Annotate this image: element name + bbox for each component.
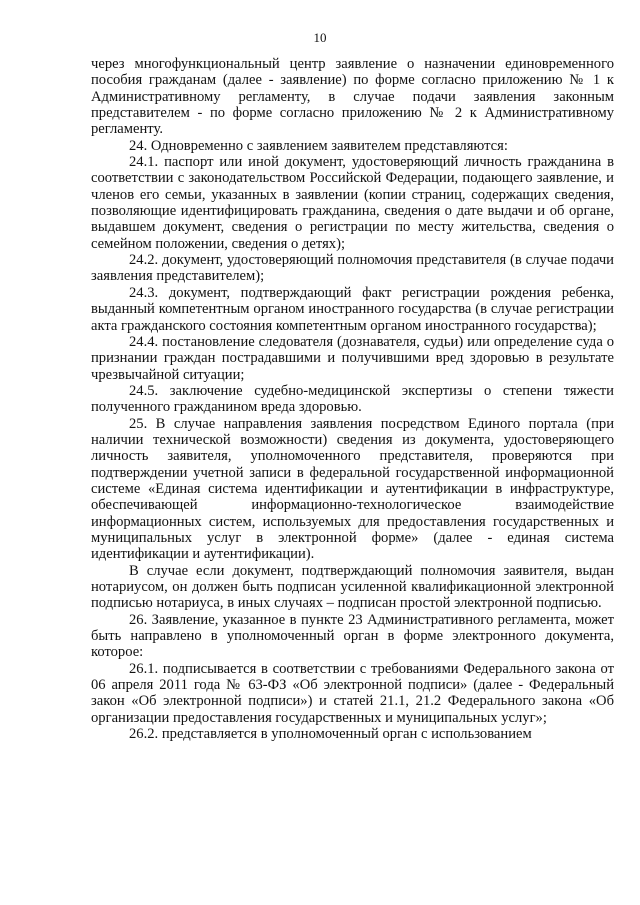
- paragraph-24-5: 24.5. заключение судебно-медицинской экспертизы о степени тяжести полученного гражданином вреда здоровью.: [91, 382, 614, 416]
- paragraph-continuation: через многофункциональный центр заявление о назначении единовременного пособия гражданам (далее - заявление) по форме согласно приложению № 1 к Административному регламенту, в случае подачи заявления законным представителем - по форме согласно приложению № 2 к Административному регламенту.: [91, 56, 614, 138]
- paragraph-26-2: 26.2. представляется в уполномоченный орган с использованием: [129, 726, 532, 743]
- document-body: [91, 56, 614, 742]
- paragraph-24-4: 24.4. постановление следователя (дознавателя, судьи) или определение суда о признании граждан пострадавшими и получившими вред здоровью в результате чрезвычайной ситуации;: [91, 333, 614, 383]
- paragraph-25-notary: В случае если документ, подтверждающий полномочия заявителя, выдан нотариусом, он должен быть подписан усиленной квалификационной электронной подписью нотариуса, в иных случаях – подписан простой электронной подписью.: [91, 562, 614, 612]
- paragraph-26-1: 26.1. подписывается в соответствии с требованиями Федерального закона от 06 апреля 2011 года № 63-ФЗ «Об электронной подписи» (далее - Федеральный закон «Об электронной подписи») и статей 21.1, 21.2 Федерального закона «Об организации предоставления государственных и муниципальных услуг»;: [91, 660, 614, 726]
- paragraph-24-1: 24.1. паспорт или иной документ, удостоверяющий личность гражданина в соответствии с законодательством Российской Федерации, подающего заявление, и членов его семьи, указанных в заявлении (копии страниц, содержащих сведения, позволяющие идентифицировать гражданина, сведения о дате выдачи и об органе, выдавшем документ, сведения о регистрации по месту жительства, сведения о семейном положении, сведения о детях);: [91, 154, 614, 252]
- paragraph-24: 24. Одновременно с заявлением заявителем представляются:: [129, 137, 508, 154]
- paragraph-24-3: 24.3. документ, подтверждающий факт регистрации рождения ребенка, выданный компетентным органом иностранного государства (в случае регистрации акта гражданского состояния компетентным органом иностранного государства);: [91, 284, 614, 334]
- paragraph-26: 26. Заявление, указанное в пункте 23 Административного регламента, может быть направлено в уполномоченный орган в форме электронного документа, которое:: [91, 611, 614, 661]
- paragraph-24-2: 24.2. документ, удостоверяющий полномочия представителя (в случае подачи заявления представителем);: [91, 252, 614, 285]
- paragraph-25: 25. В случае направления заявления посредством Единого портала (при наличии технической возможности) сведения из документа, удостоверяющего личность заявителя, уполномоченного представителя, проверяются при подтверждении учетной записи в федеральной государственной информационной системе «Единая система идентификации и аутентификации в инфраструктуре, обеспечивающей информационно-технологическое взаимодействие информационных систем, используемых для предоставления государственных и муниципальных услуг в электронной форме» (далее - единая система идентификации и аутентификации).: [91, 415, 614, 563]
- page-number: 10: [313, 30, 327, 45]
